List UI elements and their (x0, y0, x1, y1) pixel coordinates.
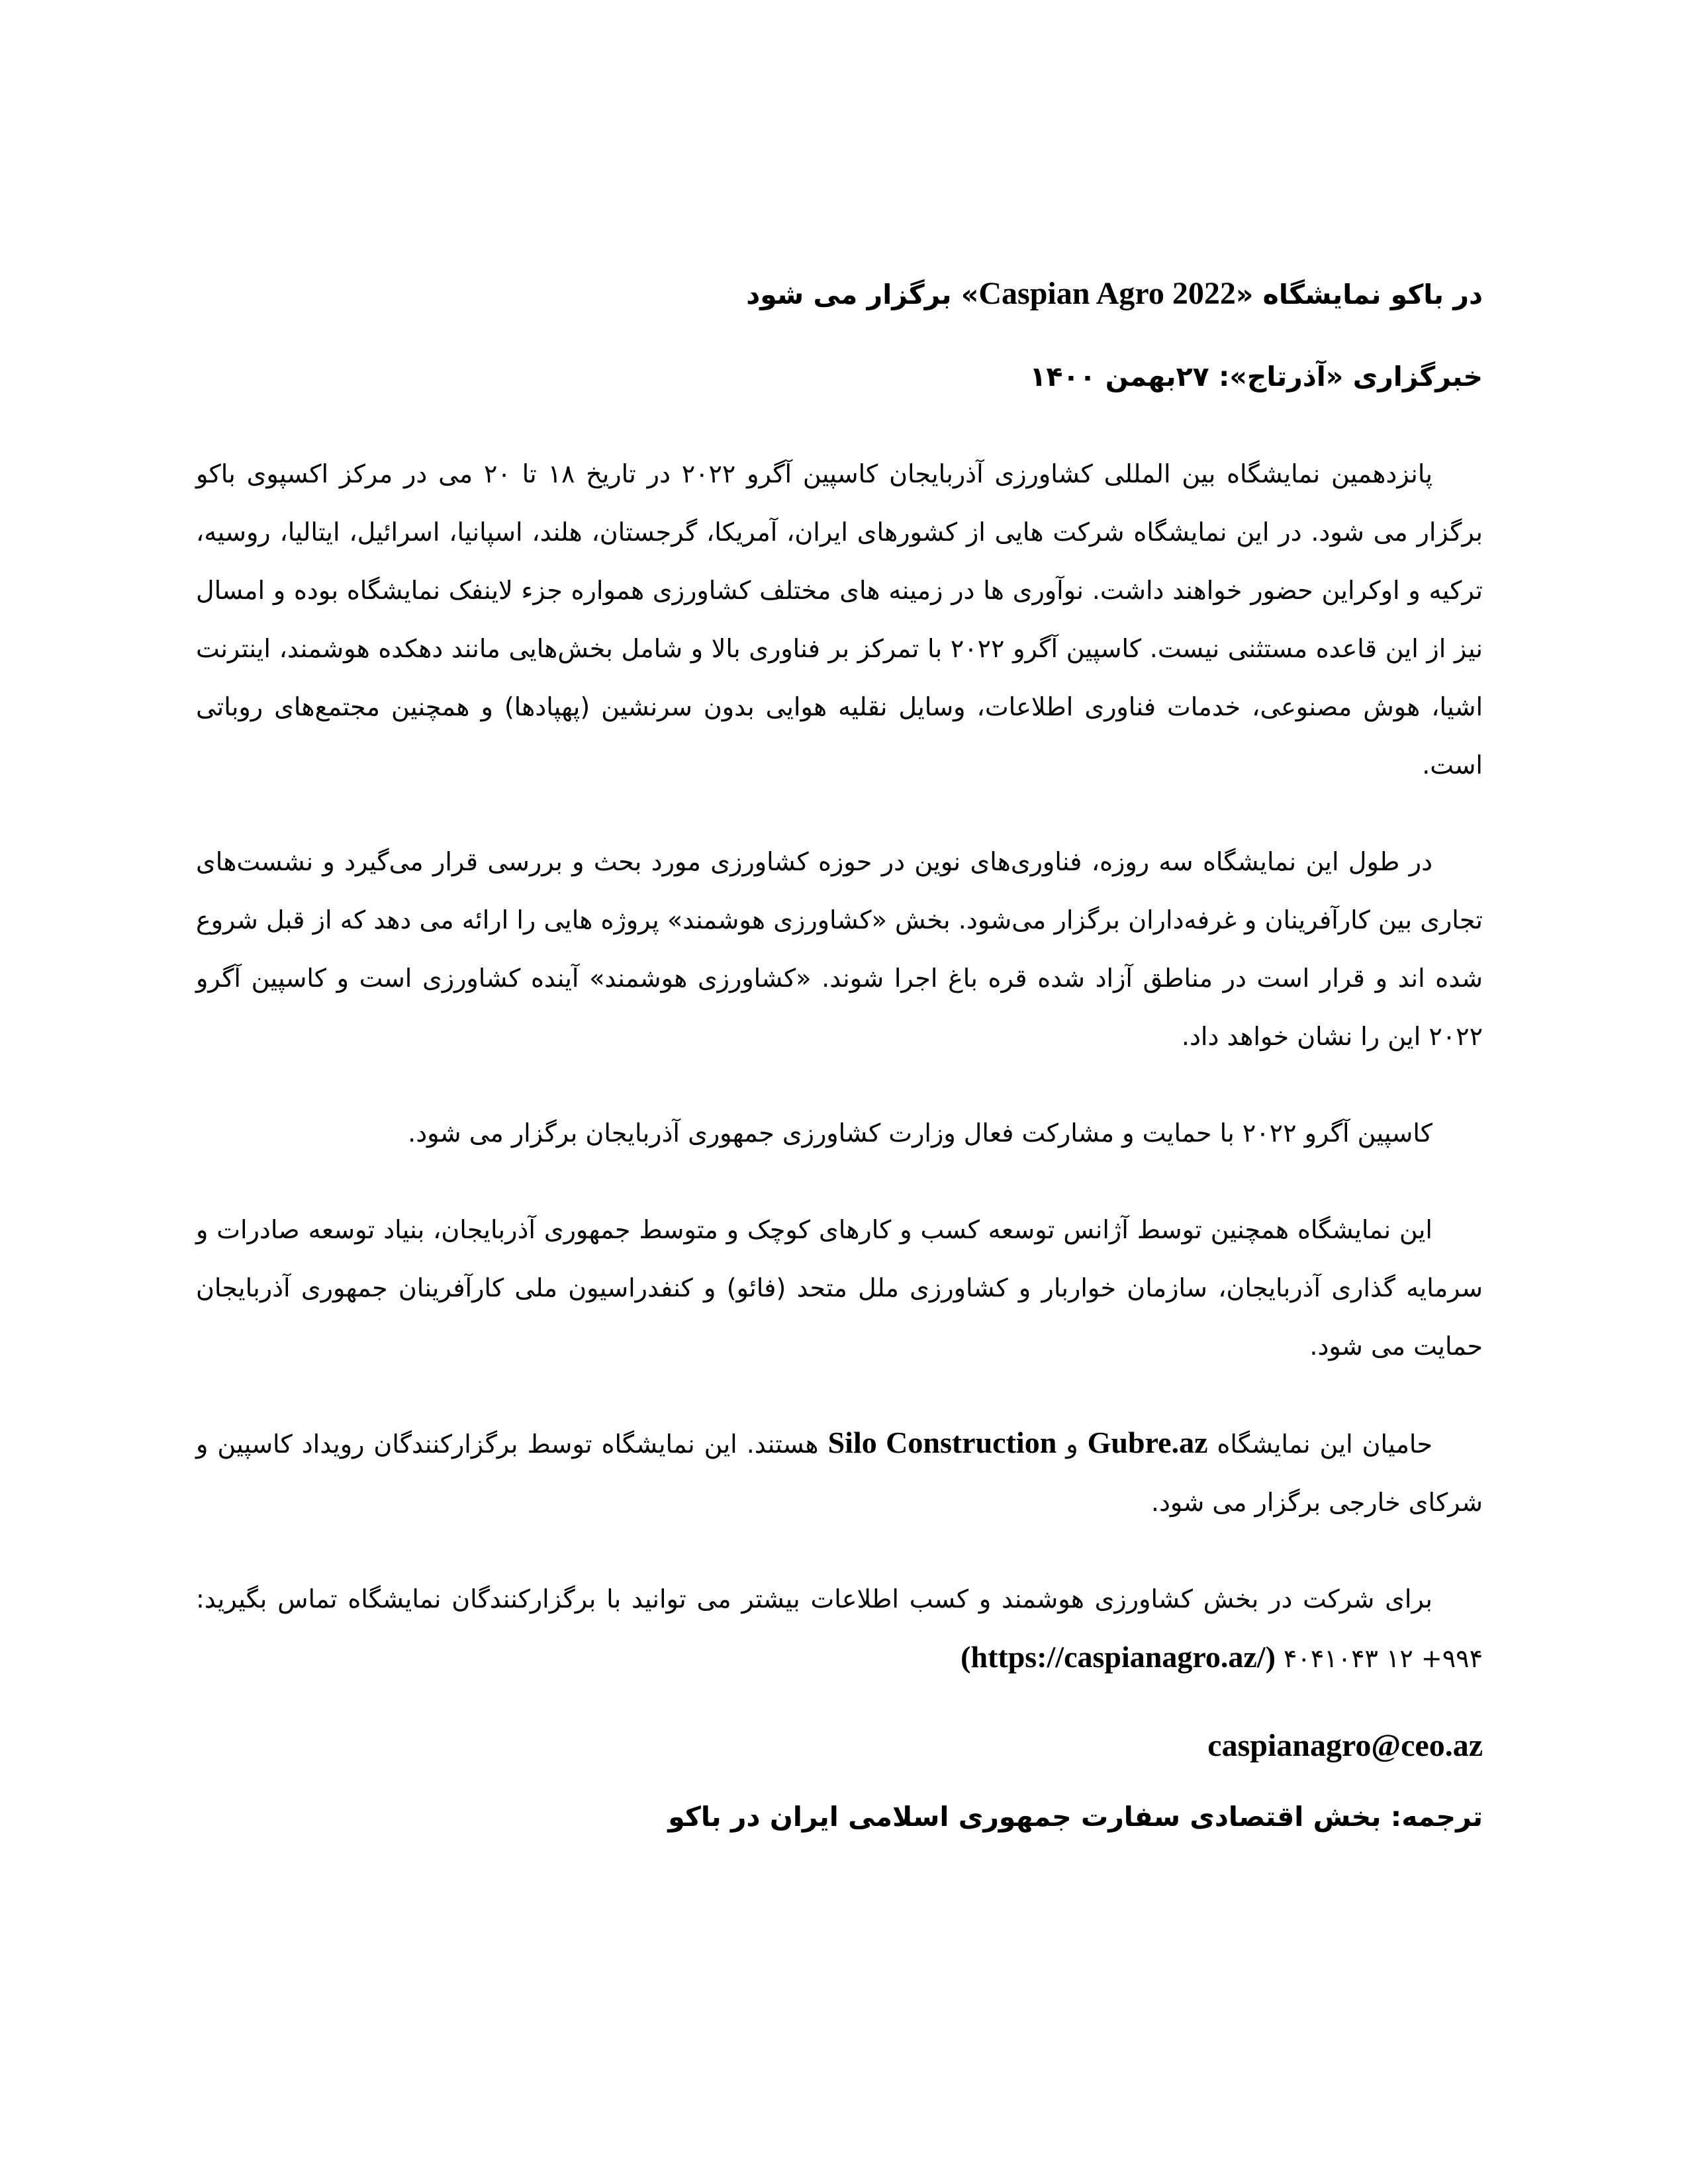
news-agency-dateline: خبرگزاری «آذرتاج»: ۲۷بهمن ۱۴۰۰ (1029, 361, 1483, 392)
article-title (196, 275, 1483, 314)
sponsor-gubre: Gubre.az (1087, 1426, 1208, 1459)
contact-text: برای شرکت در بخش کشاورزی هوشمند و کسب اطلاعات بیشتر می توانید با برگزارکنندگان نمایشگاه تماس بگیرید: (196, 1584, 1432, 1614)
paragraph-4: این نمایشگاه همچنین توسط آژانس توسعه کسب و کارهای کوچک و متوسط جمهوری آذربایجان، بنیاد توسعه صادرات و سرمایه گذاری آذربایجان، سازمان خواربار و کشاورزی ملل متحد (فائو) و کنفدراسیون ملی کارآفرینان جمهوری آذربایجان حمایت می شود. (196, 1215, 1483, 1361)
sponsors-paragraph (196, 1414, 1483, 1531)
sponsor-silo: Silo Construction (827, 1426, 1057, 1459)
paragraph-2: در طول این نمایشگاه سه روزه، فناوری‌های نوین در حوزه کشاورزی مورد بحث و بررسی قرار می‌گیرد و نشست‌های تجاری بین کارآفرینان و غرفه‌داران برگزار می‌شود. بخش «کشاورزی هوشمند» پروژه هایی را ارائه می دهد که از قبل شروع شده اند و قرار است در مناطق آزاد شده قره باغ اجرا شوند. «کشاورزی هوشمند» آینده کشاورزی است و کاسپین آگرو ۲۰۲۲ این را نشان خواهد داد. (196, 847, 1483, 1051)
paragraph-1: پانزدهمین نمایشگاه بین المللی کشاورزی آذربایجان کاسپین آگرو ۲۰۲۲ در تاریخ ۱۸ تا ۲۰ می در مرکز اکسپوی باکو برگزار می شود. در این نمایشگاه شرکت هایی از کشورهای ایران، آمریکا، گرجستان، هلند، اسپانیا، اسرائیل، ایتالیا، روسیه، ترکیه و اوکراین حضور خواهند داشت. نوآوری ها در زمینه های مختلف کشاورزی همواره جزء لاینفک نمایشگاه بوده و امسال نیز از این قاعده مستثنی نیست. کاسپین آگرو ۲۰۲۲ با تمرکز بر فناوری بالا و شامل بخش‌هایی مانند دهکده هوشمند، اینترنت اشیا، هوش مصنوعی، خدمات فناوری اطلاعات، وسایل نقلیه هوایی بدون سرنشین (پهپادها) و همچنین مجتمع‌های روباتی است. (196, 459, 1483, 780)
email-block (196, 1726, 1483, 1766)
title-prefix: در باکو نمایشگاه « (1235, 279, 1483, 310)
contact-website-link[interactable]: (https://caspianagro.az/) (961, 1640, 1276, 1674)
article-body (196, 275, 1483, 1836)
sponsors-conj: و (1056, 1430, 1088, 1459)
title-suffix: » برگزار می شود (746, 279, 979, 310)
contact-phone: ۹۹۴+ ۱۲ ۴۰۴۱۰۴۳ (1284, 1644, 1483, 1673)
paragraph-3: کاسپین آگرو ۲۰۲۲ با حمایت و مشارکت فعال وزارت کشاورزی جمهوری آذربایجان برگزار می شود. (408, 1118, 1432, 1148)
title-latin: Caspian Agro 2022 (978, 276, 1236, 311)
translation-credit: ترجمه: بخش اقتصادی سفارت جمهوری اسلامی ایران در باکو (668, 1801, 1483, 1833)
contact-paragraph (196, 1570, 1483, 1688)
sponsors-before: حامیان این نمایشگاه (1207, 1430, 1432, 1459)
contact-email-link[interactable]: caspianagro@ceo.az (1207, 1728, 1483, 1763)
sponsors-after: هستند. این نمایشگاه توسط برگزارکنندگان رویداد کاسپین و شرکای خارجی برگزار می شود. (196, 1430, 1483, 1517)
